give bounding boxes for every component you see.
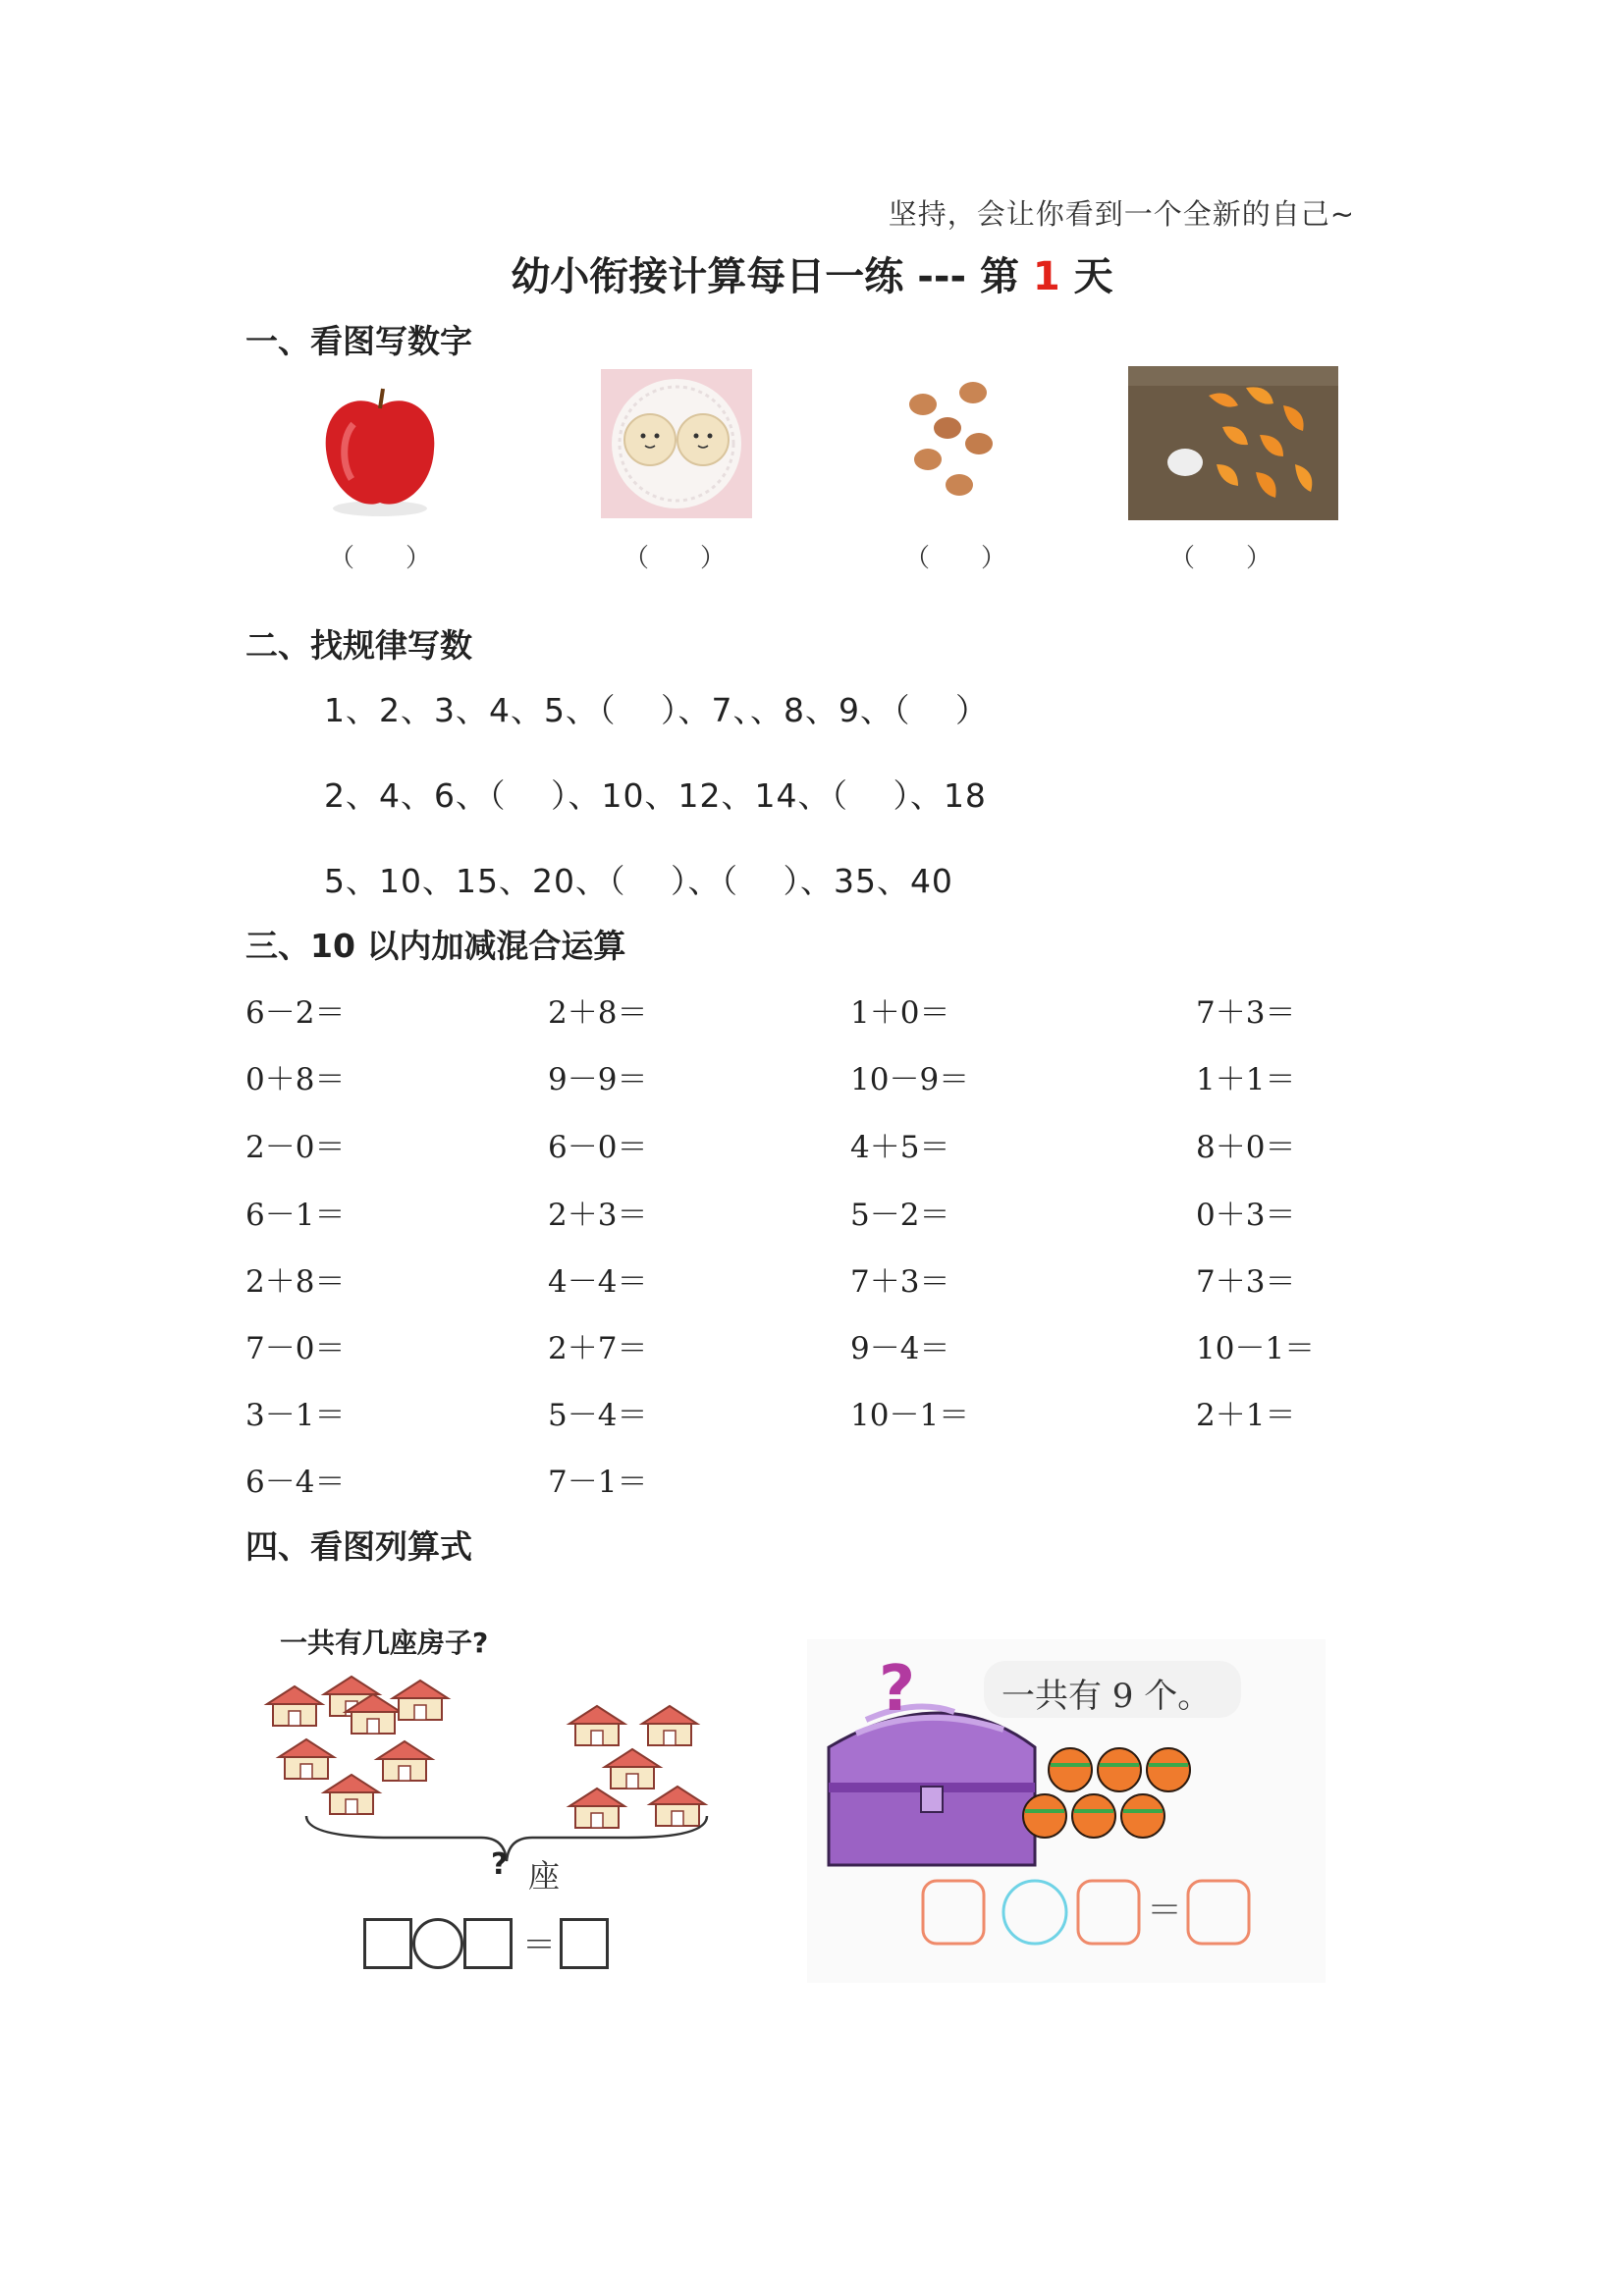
treasure-speech-text: 一共有 9 个。 bbox=[1001, 1677, 1212, 1716]
equation-r5-c2: 4－4＝ bbox=[548, 1264, 648, 1300]
title-day-number: 1 bbox=[1032, 254, 1060, 299]
houses-illustration bbox=[255, 1669, 727, 1865]
section-heading-1: 一、看图写数字 bbox=[245, 322, 472, 360]
equation-r3-c1: 2－0＝ bbox=[245, 1130, 346, 1165]
answer-blank-4[interactable]: （ ） bbox=[1168, 544, 1272, 573]
equation-r7-c1: 3－1＝ bbox=[245, 1398, 346, 1433]
equation-r3-c4: 8＋0＝ bbox=[1196, 1130, 1296, 1165]
answer-blank-1[interactable]: （ ） bbox=[328, 544, 431, 573]
equation-r4-c1: 6－1＝ bbox=[245, 1198, 346, 1233]
equation-r8-c2: 7－1＝ bbox=[548, 1465, 648, 1500]
equation-r2-c4: 1＋1＝ bbox=[1196, 1062, 1296, 1097]
equation-r1-c4: 7＋3＝ bbox=[1196, 995, 1296, 1031]
equation-r8-c1: 6－4＝ bbox=[245, 1465, 346, 1500]
title-prefix: 幼小衔接计算每日一练 --- 第 bbox=[511, 254, 1033, 299]
equation-r6-c2: 2＋7＝ bbox=[548, 1331, 648, 1366]
equation-r3-c2: 6－0＝ bbox=[548, 1130, 648, 1165]
page-title bbox=[0, 245, 1624, 301]
equation-r1-c1: 6－2＝ bbox=[245, 995, 346, 1031]
equation-r5-c1: 2＋8＝ bbox=[245, 1264, 346, 1300]
apple-picture bbox=[304, 369, 456, 520]
equation-r2-c3: 10－9＝ bbox=[850, 1062, 970, 1097]
houses-answer-box-1[interactable] bbox=[363, 1918, 412, 1969]
equation-r1-c2: 2＋8＝ bbox=[548, 995, 648, 1031]
equation-r4-c2: 2＋3＝ bbox=[548, 1198, 648, 1233]
equation-r6-c3: 9－4＝ bbox=[850, 1331, 950, 1366]
houses-equals-sign: ＝ bbox=[522, 1926, 556, 1965]
equation-r5-c4: 7＋3＝ bbox=[1196, 1264, 1296, 1300]
equation-r6-c4: 10－1＝ bbox=[1196, 1331, 1316, 1366]
sequence-line-3: 5、10、15、20、（ ）、（ ）、35、40 bbox=[324, 862, 953, 900]
equation-r7-c2: 5－4＝ bbox=[548, 1398, 648, 1433]
sequence-line-1: 1、2、3、4、5、（ ）、7、、8、9、（ ） bbox=[324, 691, 989, 729]
houses-question-caption: 一共有几座房子? bbox=[280, 1627, 489, 1659]
orange-slices-picture bbox=[1128, 366, 1338, 520]
treasure-answer-box-1[interactable] bbox=[923, 1881, 984, 1944]
equation-r2-c1: 0＋8＝ bbox=[245, 1062, 346, 1097]
equation-r7-c4: 2＋1＝ bbox=[1196, 1398, 1296, 1433]
equation-r6-c1: 7－0＝ bbox=[245, 1331, 346, 1366]
equation-r4-c4: 0＋3＝ bbox=[1196, 1198, 1296, 1233]
treasure-question-mark: ? bbox=[879, 1653, 916, 1726]
title-suffix: 天 bbox=[1059, 254, 1113, 299]
equation-r5-c3: 7＋3＝ bbox=[850, 1264, 950, 1300]
equation-r3-c3: 4＋5＝ bbox=[850, 1130, 950, 1165]
treasure-answer-box-2[interactable] bbox=[1078, 1881, 1139, 1944]
houses-question-mark: ? bbox=[491, 1847, 509, 1882]
equation-r4-c3: 5－2＝ bbox=[850, 1198, 950, 1233]
houses-answer-box-3[interactable] bbox=[560, 1918, 609, 1969]
section-heading-4: 四、看图列算式 bbox=[245, 1527, 472, 1566]
sequence-line-2: 2、4、6、（ ）、10、12、14、（ ）、18 bbox=[324, 776, 987, 815]
motto-text: 坚持，会让你看到一个全新的自己~ bbox=[888, 197, 1355, 231]
equation-r2-c2: 9－9＝ bbox=[548, 1062, 648, 1097]
answer-blank-3[interactable]: （ ） bbox=[903, 544, 1006, 573]
houses-operator-circle[interactable] bbox=[412, 1918, 463, 1969]
answer-blank-2[interactable]: （ ） bbox=[623, 544, 726, 573]
section-heading-2: 二、找规律写数 bbox=[245, 626, 472, 665]
equation-r7-c3: 10－1＝ bbox=[850, 1398, 970, 1433]
eggs-picture bbox=[889, 369, 1016, 518]
section-heading-3: 三、10 以内加减混合运算 bbox=[245, 927, 626, 965]
treasure-answer-box-3[interactable] bbox=[1188, 1881, 1249, 1944]
houses-answer-box-2[interactable] bbox=[463, 1918, 513, 1969]
treasure-equals-sign: ＝ bbox=[1147, 1891, 1183, 1931]
houses-unit-label: 座 bbox=[528, 1857, 561, 1895]
treasure-operator-circle[interactable] bbox=[1003, 1881, 1066, 1944]
equation-r1-c3: 1＋0＝ bbox=[850, 995, 950, 1031]
cookies-picture bbox=[601, 369, 752, 518]
